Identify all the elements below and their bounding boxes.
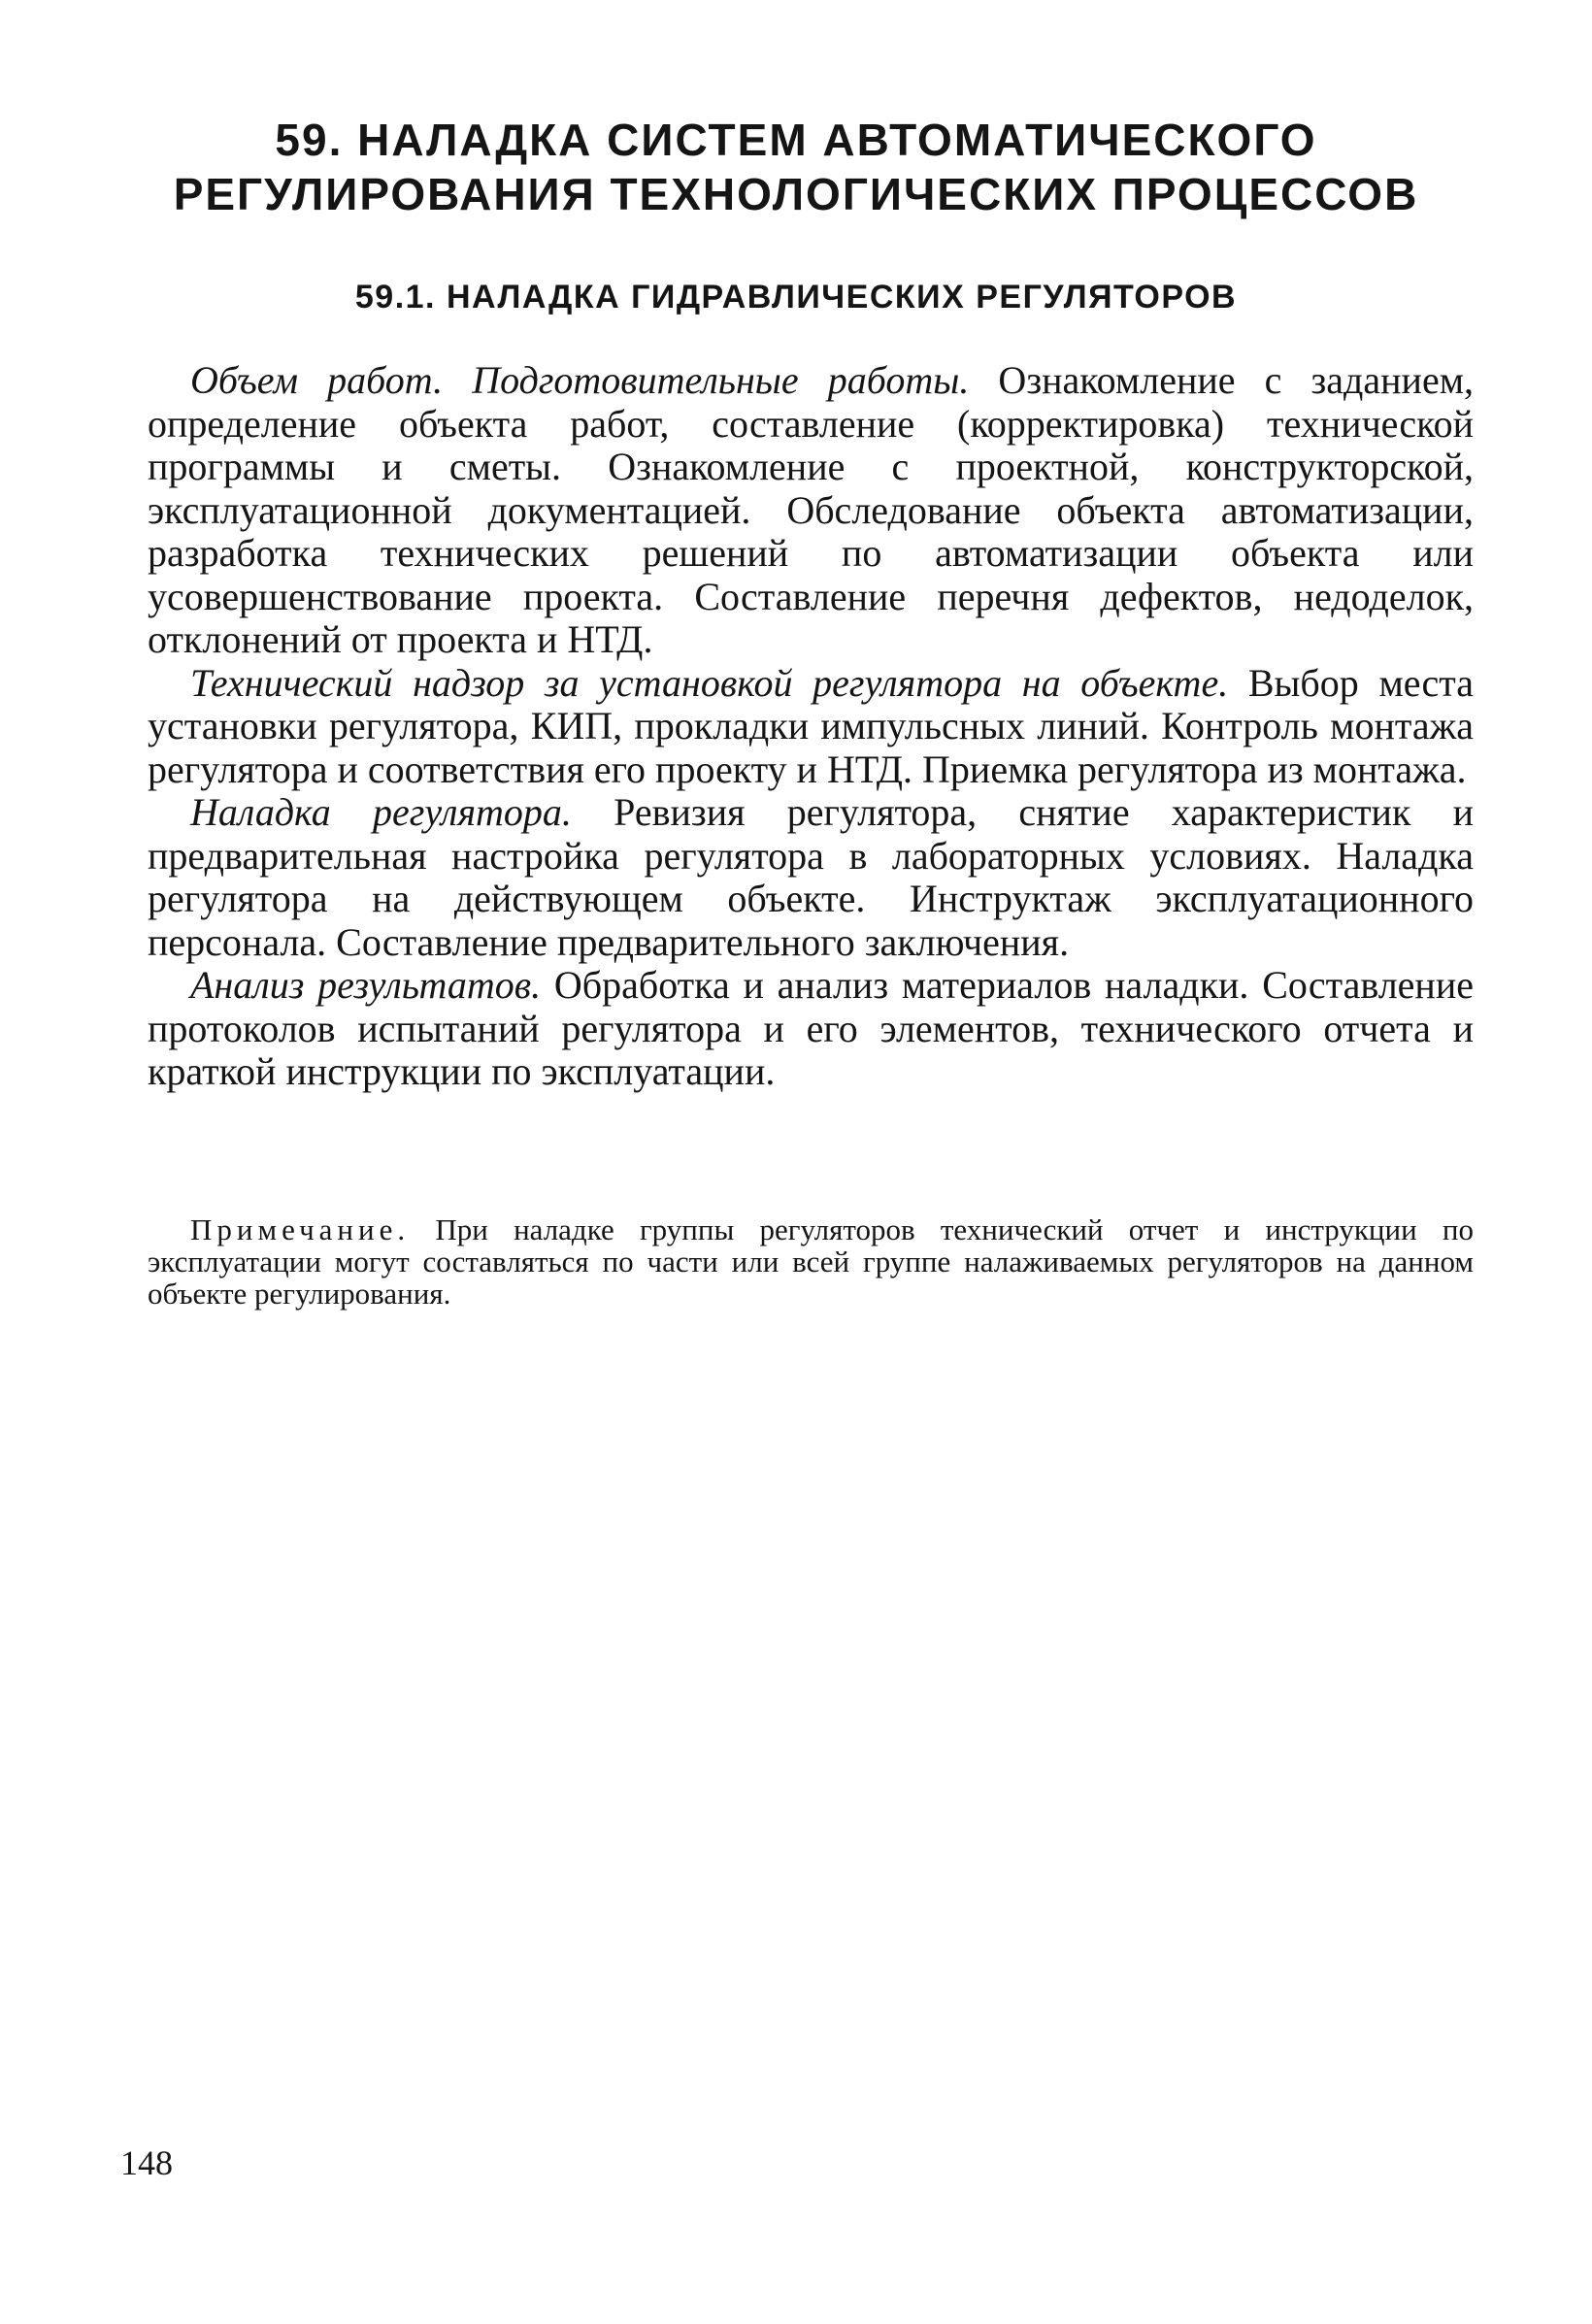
chapter-title-line-2: РЕГУЛИРОВАНИЯ ТЕХНОЛОГИЧЕСКИХ ПРОЦЕССОВ xyxy=(173,169,1419,219)
paragraph-text: Ознакомление с заданием, определение объекта работ, составление (корректировка) технической программы и сметы. Ознакомление с проектной, конструкторской, эксплуатационной документацией. Обследование объекта автоматизации, разработка технических решений по автоматизации объекта или усовершенствование проекта. Составление перечня дефектов, недоделок, отклонений от проекта и НТД. xyxy=(148,358,1475,661)
footnote xyxy=(148,1213,1474,1310)
paragraph-scope-of-work xyxy=(148,359,1474,662)
chapter-title-line-1: 59. НАЛАДКА СИСТЕМ АВТОМАТИЧЕСКОГО xyxy=(275,115,1317,165)
footnote-label: Примечание. xyxy=(190,1212,411,1246)
paragraph-text: Ревизия регулятора, снятие характеристик и предварительная настройка регулятора в лабораторных условиях. Наладка регулятора на действующем объекте. Инструктаж эксплуатационного персонала. Составление предварительного заключения. xyxy=(148,790,1474,964)
paragraph-heading: Анализ результатов. xyxy=(190,963,542,1007)
paragraph-results-analysis xyxy=(148,964,1474,1094)
paragraph-technical-supervision xyxy=(148,662,1474,792)
section-title: 59.1. НАЛАДКА ГИДРАВЛИЧЕСКИХ РЕГУЛЯТОРОВ xyxy=(354,279,1238,315)
body-text xyxy=(148,359,1474,1094)
chapter-title xyxy=(146,113,1446,221)
footnote-text: При наладке группы регуляторов технический отчет и инструкции по эксплуатации могут составляться по части или всей группе налаживаемых регуляторов на данном объекте регулирования. xyxy=(148,1212,1474,1311)
paragraph-text: Обработка и анализ материалов наладки. Составление протоколов испытаний регулятора и его элементов, технического отчета и краткой инструкции по эксплуатации. xyxy=(148,963,1474,1093)
page-number: 148 xyxy=(120,2143,173,2182)
paragraph-heading: Технический надзор за установкой регулятора на объекте. xyxy=(190,660,1229,705)
paragraph-regulator-adjustment xyxy=(148,791,1474,964)
paragraph-text: Выбор места установки регулятора, КИП, прокладки импульсных линий. Контроль монтажа регулятора и соответствия его проекту и НТД. Приемка регулятора из монтажа. xyxy=(148,660,1474,791)
paragraph-heading: Наладка регулятора. xyxy=(190,790,572,834)
paragraph-heading: Объем работ. Подготовительные работы. xyxy=(190,358,970,402)
